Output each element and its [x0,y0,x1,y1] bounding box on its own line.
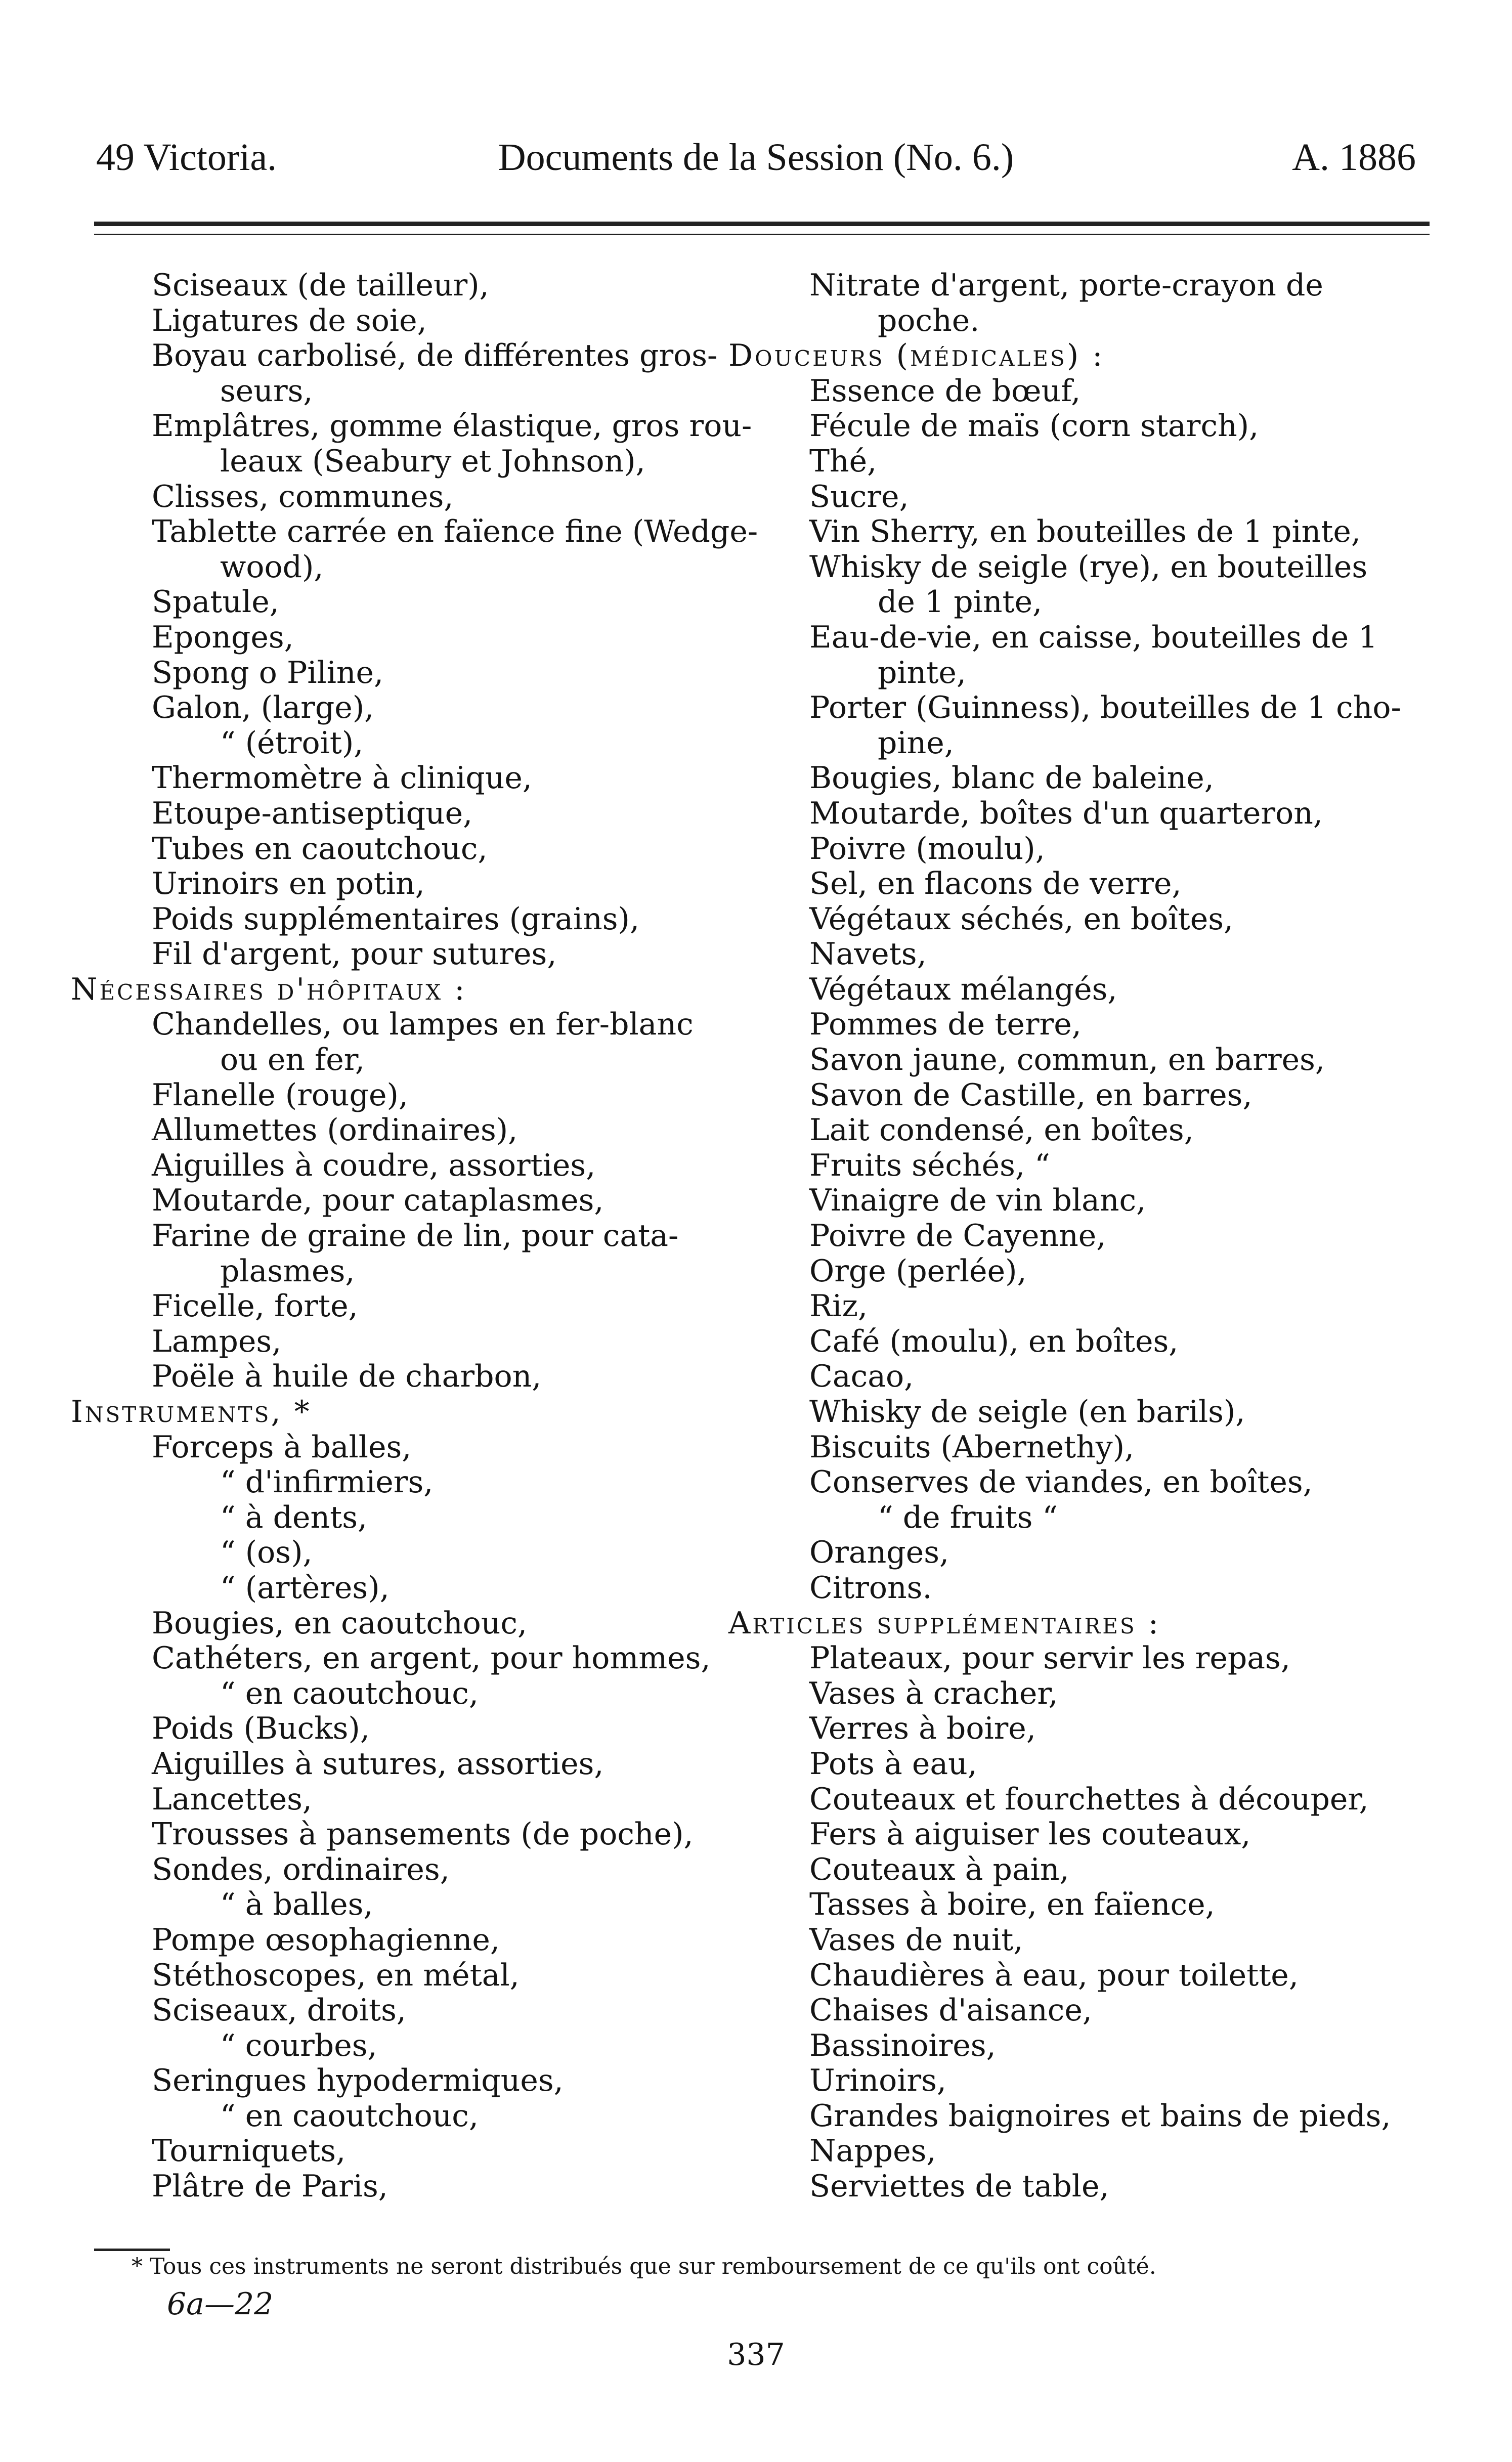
list-item: Lancettes, [152,1781,312,1817]
list-item: Flanelle (rouge), [152,1077,408,1113]
list-item: Riz, [809,1288,868,1324]
list-item: Nappes, [809,2133,936,2169]
list-item: Moutarde, boîtes d'un quarteron, [809,795,1323,831]
list-item: Tubes en caoutchouc, [152,831,488,867]
list-item: Conserves de viandes, en boîtes, [809,1464,1313,1500]
list-item: Poids supplémentaires (grains), [152,901,640,937]
list-item: Whisky de seigle (rye), en bouteilles [809,549,1368,585]
list-item: Ligatures de soie, [152,303,427,338]
list-item: de 1 pinte, [878,584,1043,620]
list-item: Verres à boire, [809,1711,1036,1747]
list-item: Poële à huile de charbon, [152,1359,542,1395]
list-item: Urinoirs en potin, [152,866,425,902]
list-item: Clisses, communes, [152,479,454,514]
list-item: Vinaigre de vin blanc, [809,1183,1146,1219]
list-item: “ en caoutchouc, [220,2098,479,2134]
list-item: Whisky de seigle (en barils), [809,1394,1245,1430]
header-right: A. 1886 [1292,136,1416,179]
list-item: Fers à aiguiser les couteaux, [809,1817,1251,1852]
list-item: Savon jaune, commun, en barres, [809,1042,1325,1078]
list-item: Etoupe-antiseptique, [152,795,473,831]
list-item: Tourniquets, [152,2133,346,2169]
list-item: Fil d'argent, pour sutures, [152,936,557,972]
list-item: Tablette carrée en faïence fine (Wedge- [152,514,758,550]
list-item: Chaises d'aisance, [809,1993,1092,2028]
list-item: Fruits séchés, “ [809,1147,1050,1183]
footnote-rule [94,2249,170,2251]
list-item: poche. [878,303,980,338]
list-item: Café (moulu), en boîtes, [809,1323,1179,1359]
list-item: Biscuits (Abernethy), [809,1429,1135,1465]
list-item: Chandelles, ou lampes en fer-blanc [152,1007,694,1043]
list-item: Bougies, en caoutchouc, [152,1605,528,1641]
list-item: “ d'infirmiers, [220,1464,434,1500]
list-item: Forceps à balles, [152,1429,412,1465]
list-item: Galon, (large), [152,690,374,726]
list-item: wood), [220,549,324,585]
list-item: “ de fruits “ [878,1499,1058,1535]
list-item: Porter (Guinness), bouteilles de 1 cho- [809,690,1401,726]
right-column [728,268,1437,2205]
list-item: Lampes, [152,1323,282,1359]
footnote: * Tous ces instruments ne seront distribués que sur remboursement de ce qu'ils ont coûté. [132,2254,1156,2279]
list-item: “ en caoutchouc, [220,1675,479,1711]
list-item: plasmes, [220,1253,355,1289]
header-title: Documents de la Session (No. 6.) [498,136,1014,179]
list-item: Poids (Bucks), [152,1711,370,1747]
list-item: Nitrate d'argent, porte-crayon de [809,268,1323,303]
list-item: Farine de graine de lin, pour cata- [152,1218,679,1254]
list-item: Sondes, ordinaires, [152,1851,450,1887]
section-heading: Articles supplémentaires : [728,1605,1160,1641]
list-item: Lait condensé, en boîtes, [809,1112,1194,1148]
list-item: “ à dents, [220,1499,368,1535]
list-item: Pots à eau, [809,1746,977,1782]
list-item: Végétaux mélangés, [809,971,1117,1007]
list-item: Sel, en flacons de verre, [809,866,1182,902]
list-item: Couteaux et fourchettes à découper, [809,1781,1369,1817]
list-item: Sciseaux (de tailleur), [152,268,489,303]
list-item: leaux (Seabury et Johnson), [220,443,645,479]
list-item: pinte, [878,655,966,690]
list-item: Orge (perlée), [809,1253,1027,1289]
list-item: “ (étroit), [220,725,364,761]
list-item: pine, [878,725,954,761]
list-item: seurs, [220,373,313,409]
list-item: Plâtre de Paris, [152,2169,388,2205]
list-item: Spong o Piline, [152,655,384,690]
list-item: Sciseaux, droits, [152,1993,406,2028]
printer-signature: 6a—22 [167,2286,274,2322]
list-item: Emplâtres, gomme élastique, gros rou- [152,408,752,444]
list-item: Aiguilles à sutures, assorties, [152,1746,604,1782]
list-item: Eau-de-vie, en caisse, bouteilles de 1 [809,619,1378,655]
list-item: Bougies, blanc de baleine, [809,760,1214,796]
list-item: Oranges, [809,1535,949,1571]
page-number: 337 [727,2337,785,2372]
list-item: Fécule de maïs (corn starch), [809,408,1259,444]
list-item: ou en fer, [220,1042,365,1078]
header-left: 49 Victoria. [96,136,277,179]
list-item: Tasses à boire, en faïence, [809,1887,1215,1923]
list-item: Trousses à pansements (de poche), [152,1817,694,1852]
list-item: “ (os), [220,1535,313,1571]
section-heading: Instruments, * [71,1394,312,1430]
list-item: Thermomètre à clinique, [152,760,532,796]
list-item: Vin Sherry, en bouteilles de 1 pinte, [809,514,1361,550]
list-item: Vases à cracher, [809,1675,1058,1711]
list-item: Thé, [809,443,877,479]
list-item: Plateaux, pour servir les repas, [809,1640,1290,1676]
list-item: Vases de nuit, [809,1922,1023,1958]
list-item: Pommes de terre, [809,1007,1082,1043]
list-item: Aiguilles à coudre, assorties, [152,1147,596,1183]
list-item: Cathéters, en argent, pour hommes, [152,1640,711,1676]
list-item: Cacao, [809,1359,914,1395]
list-item: Savon de Castille, en barres, [809,1077,1252,1113]
list-item: “ à balles, [220,1887,373,1923]
header-rule-thick [94,222,1430,226]
list-item: Stéthoscopes, en métal, [152,1957,520,1993]
list-item: Eponges, [152,619,294,655]
list-item: Serviettes de table, [809,2169,1109,2205]
list-item: Ficelle, forte, [152,1288,358,1324]
list-item: Couteaux à pain, [809,1851,1069,1887]
list-item: Bassinoires, [809,2027,996,2063]
list-item: Végétaux séchés, en boîtes, [809,901,1234,937]
list-item: Essence de bœuf, [809,373,1081,409]
list-item: Navets, [809,936,927,972]
list-item: “ (artères), [220,1570,390,1606]
list-item: Seringues hypodermiques, [152,2063,564,2099]
list-item: Grandes baignoires et bains de pieds, [809,2098,1391,2134]
left-column [71,268,759,2205]
list-item: “ courbes, [220,2027,377,2063]
running-header [96,136,1416,181]
list-item: Spatule, [152,584,279,620]
list-item: Pompe œsophagienne, [152,1922,500,1958]
section-heading: Douceurs (médicales) : [728,338,1105,374]
list-item: Poivre (moulu), [809,831,1045,867]
list-item: Boyau carbolisé, de différentes gros- [152,338,718,374]
list-item: Allumettes (ordinaires), [152,1112,518,1148]
list-item: Moutarde, pour cataplasmes, [152,1183,604,1219]
list-item: Poivre de Cayenne, [809,1218,1106,1254]
list-item: Urinoirs, [809,2063,946,2099]
list-item: Sucre, [809,479,909,514]
header-rule-thin [94,234,1430,235]
list-item: Chaudières à eau, pour toilette, [809,1957,1299,1993]
list-item: Citrons. [809,1570,932,1606]
section-heading: Nécessaires d'hôpitaux : [71,971,467,1007]
